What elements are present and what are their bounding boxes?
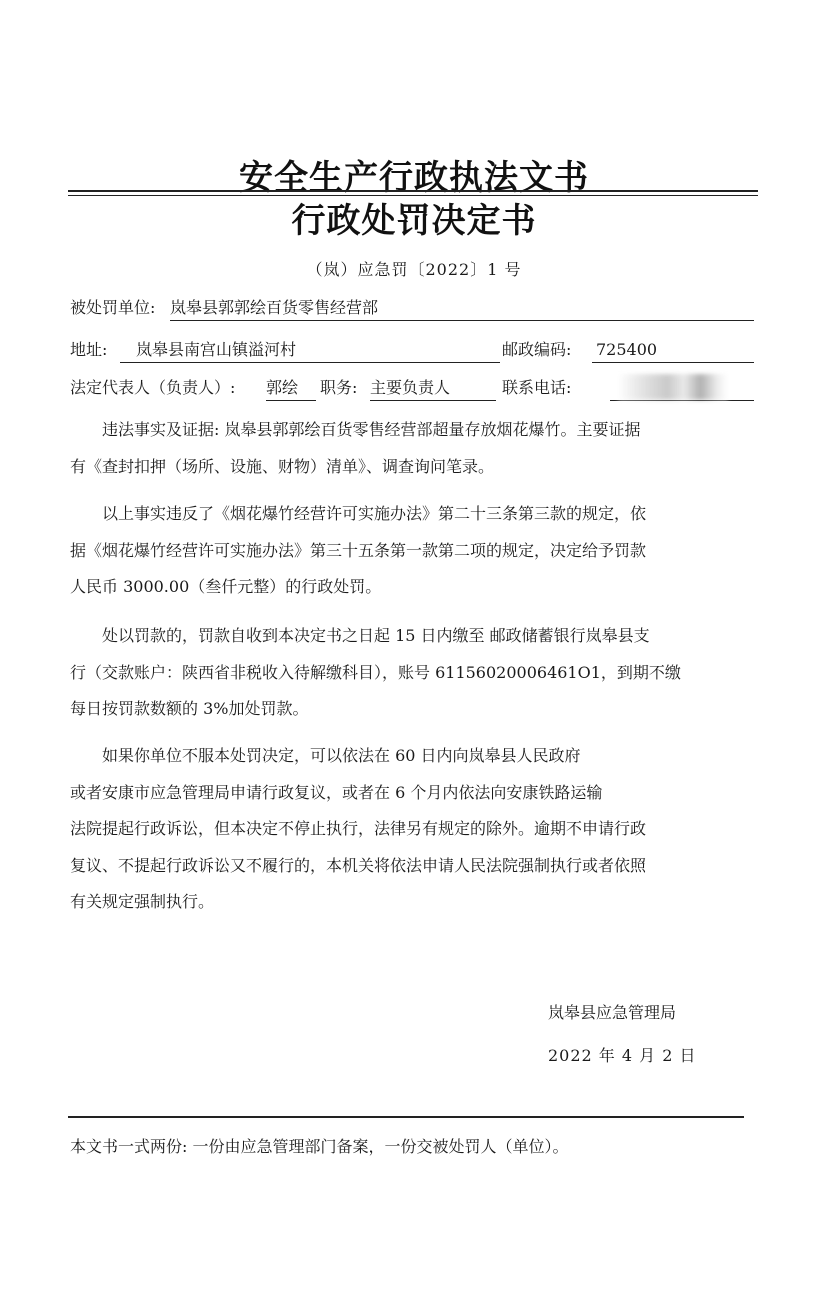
position-value xyxy=(370,376,496,401)
document-title: 安全生产行政执法文书 xyxy=(239,158,589,198)
address-label: 地址: xyxy=(70,340,108,359)
issue-date: 2022 年 4 月 2 日 xyxy=(548,1046,697,1065)
penalized-unit-row xyxy=(70,296,754,320)
postcode-label: 邮政编码: xyxy=(502,340,572,359)
p4-line-4: 复议、不提起行政诉讼又不履行的，本机关将依法申请人民法院强制执行或者依照 xyxy=(70,855,647,875)
p2-line-1: 以上事实违反了《烟花爆竹经营许可实施办法》第二十三条第三款的规定，依 xyxy=(70,504,647,523)
unit-value-text: 岚皋县郭郭绘百货零售经营部 xyxy=(170,298,379,317)
appeal-rights-paragraph xyxy=(70,738,754,921)
postcode-value-text: 725400 xyxy=(596,340,658,359)
rep-label: 法定代表人（负责人）: xyxy=(70,378,236,397)
payment-paragraph xyxy=(70,618,754,728)
document-number: （岚）应急罚〔2022〕1 号 xyxy=(306,260,522,279)
issuing-authority: 岚皋县应急管理局 xyxy=(548,1003,677,1022)
address-value xyxy=(120,338,500,363)
phone-label: 联系电话: xyxy=(502,378,572,397)
position-label: 职务: xyxy=(320,378,358,397)
p4-line-5: 有关规定强制执行。 xyxy=(70,892,215,911)
rep-value-text: 郭绘 xyxy=(266,378,299,397)
position-value-text: 主要负责人 xyxy=(370,378,451,397)
p4-line-3: 法院提起行政诉讼，但本决定不停止执行，法律另有规定的除外。逾期不申请行政 xyxy=(70,819,647,838)
rep-value xyxy=(266,376,316,401)
document-subtitle: 行政处罚决定书 xyxy=(291,201,537,241)
footer-note: 本文书一式两份: 一份由应急管理部门备案，一份交被处罚人（单位）。 xyxy=(70,1137,569,1156)
title-divider-thick xyxy=(68,190,758,192)
p1-line-2: 有《查封扣押（场所、设施、财物）清单》、调查询问笔录。 xyxy=(70,456,495,476)
legal-basis-paragraph xyxy=(70,496,754,606)
footer-divider xyxy=(68,1116,744,1118)
redacted-phone xyxy=(618,374,728,400)
representative-row xyxy=(70,376,754,400)
p3-line-2: 行（交款账户：陕西省非税收入待解缴科目），账号 61156020006461O1，到期不缴 xyxy=(70,662,681,682)
violation-facts-paragraph xyxy=(70,412,754,485)
p4-line-2: 或者安康市应急管理局申请行政复议，或者在 6 个月内依法向安康铁路运输 xyxy=(70,782,603,802)
p4-line-1: 如果你单位不服本处罚决定，可以依法在 60 日内向岚皋县人民政府 xyxy=(70,746,581,765)
p2-line-3: 人民币 3000.00（叁仟元整）的行政处罚。 xyxy=(70,577,382,596)
address-value-text: 岚皋县南宫山镇溢河村 xyxy=(136,340,297,359)
p1-line-1: 违法事实及证据: 岚皋县郭郭绘百货零售经营部超量存放烟花爆竹。主要证据 xyxy=(70,420,641,439)
p3-line-1: 处以罚款的，罚款自收到本决定书之日起 15 日内缴至 邮政储蓄银行岚皋县支 xyxy=(70,626,650,645)
phone-value xyxy=(610,376,754,401)
p2-line-2: 据《烟花爆竹经营许可实施办法》第三十五条第一款第二项的规定，决定给予罚款 xyxy=(70,540,647,560)
unit-label: 被处罚单位: xyxy=(70,298,156,317)
p3-line-3: 每日按罚款数额的 3%加处罚款。 xyxy=(70,699,309,718)
unit-value xyxy=(170,296,754,321)
postcode-value xyxy=(592,338,754,363)
address-row xyxy=(70,338,754,362)
